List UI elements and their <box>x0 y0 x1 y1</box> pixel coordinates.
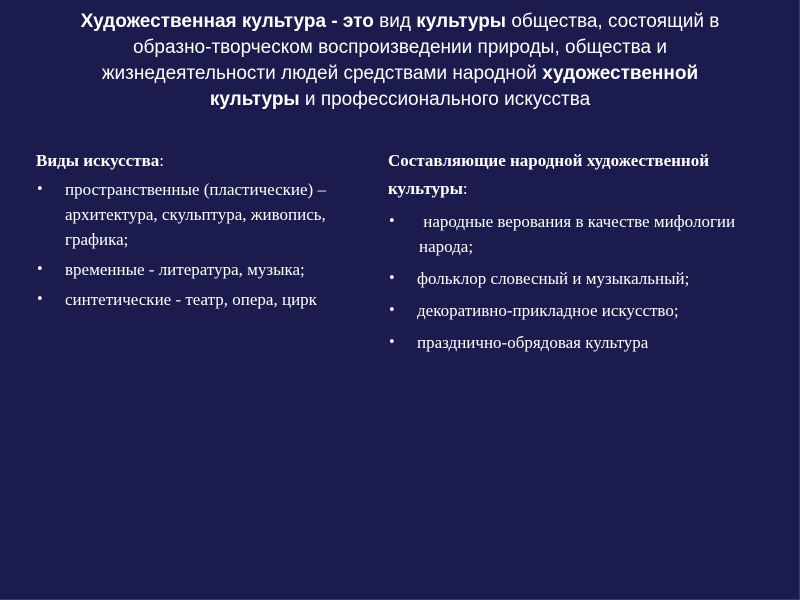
list-item-text: народные верования в качестве мифологии народа; <box>419 212 740 256</box>
bullet-icon: • <box>36 292 44 307</box>
title-text: вид <box>373 11 417 32</box>
title-bold-term: Художественная культура - это <box>80 11 374 32</box>
title-bold-folk-culture: художественной культуры <box>209 63 699 110</box>
right-heading-text: Составляющие народной художественной культуры <box>388 151 710 198</box>
left-column <box>36 147 376 317</box>
bullet-icon: • <box>388 271 396 286</box>
slide-title <box>60 9 740 113</box>
right-column <box>388 147 778 362</box>
left-heading-text: Виды искусства <box>36 151 160 170</box>
list-item <box>36 177 376 252</box>
left-list <box>36 177 376 312</box>
left-heading <box>36 147 376 175</box>
right-heading <box>388 147 778 203</box>
bullet-icon: • <box>388 214 396 229</box>
right-list <box>388 209 778 355</box>
list-item <box>36 257 376 282</box>
title-text-continued: общества, состоящий в образно-творческом воспроизведении природы, общества и жизнедеятельности людей средствами народной <box>101 11 720 84</box>
list-item <box>388 266 778 291</box>
list-item-text: празднично-обрядовая культура <box>417 333 649 352</box>
bullet-icon: • <box>388 335 396 350</box>
list-item-text: временные - литература, музыка; <box>65 260 305 279</box>
list-item <box>388 330 778 355</box>
title-text-end: и профессионального искусства <box>299 89 591 110</box>
list-item-text: пространственные (пластические) –архитектура, скульптура, живопись, графика; <box>65 180 326 249</box>
right-heading-colon: : <box>462 179 468 198</box>
left-heading-colon: : <box>159 151 164 170</box>
bullet-icon: • <box>36 182 44 197</box>
list-item <box>388 209 778 259</box>
list-item <box>36 287 376 312</box>
list-item-text: фольклор словесный и музыкальный; <box>417 269 690 288</box>
title-bold-culture: культуры <box>416 11 507 32</box>
bullet-icon: • <box>36 262 44 277</box>
list-item-text: декоративно-прикладное искусство; <box>417 301 679 320</box>
bullet-icon: • <box>388 303 396 318</box>
list-item-text: синтетические - театр, опера, цирк <box>65 290 317 309</box>
list-item <box>388 298 778 323</box>
